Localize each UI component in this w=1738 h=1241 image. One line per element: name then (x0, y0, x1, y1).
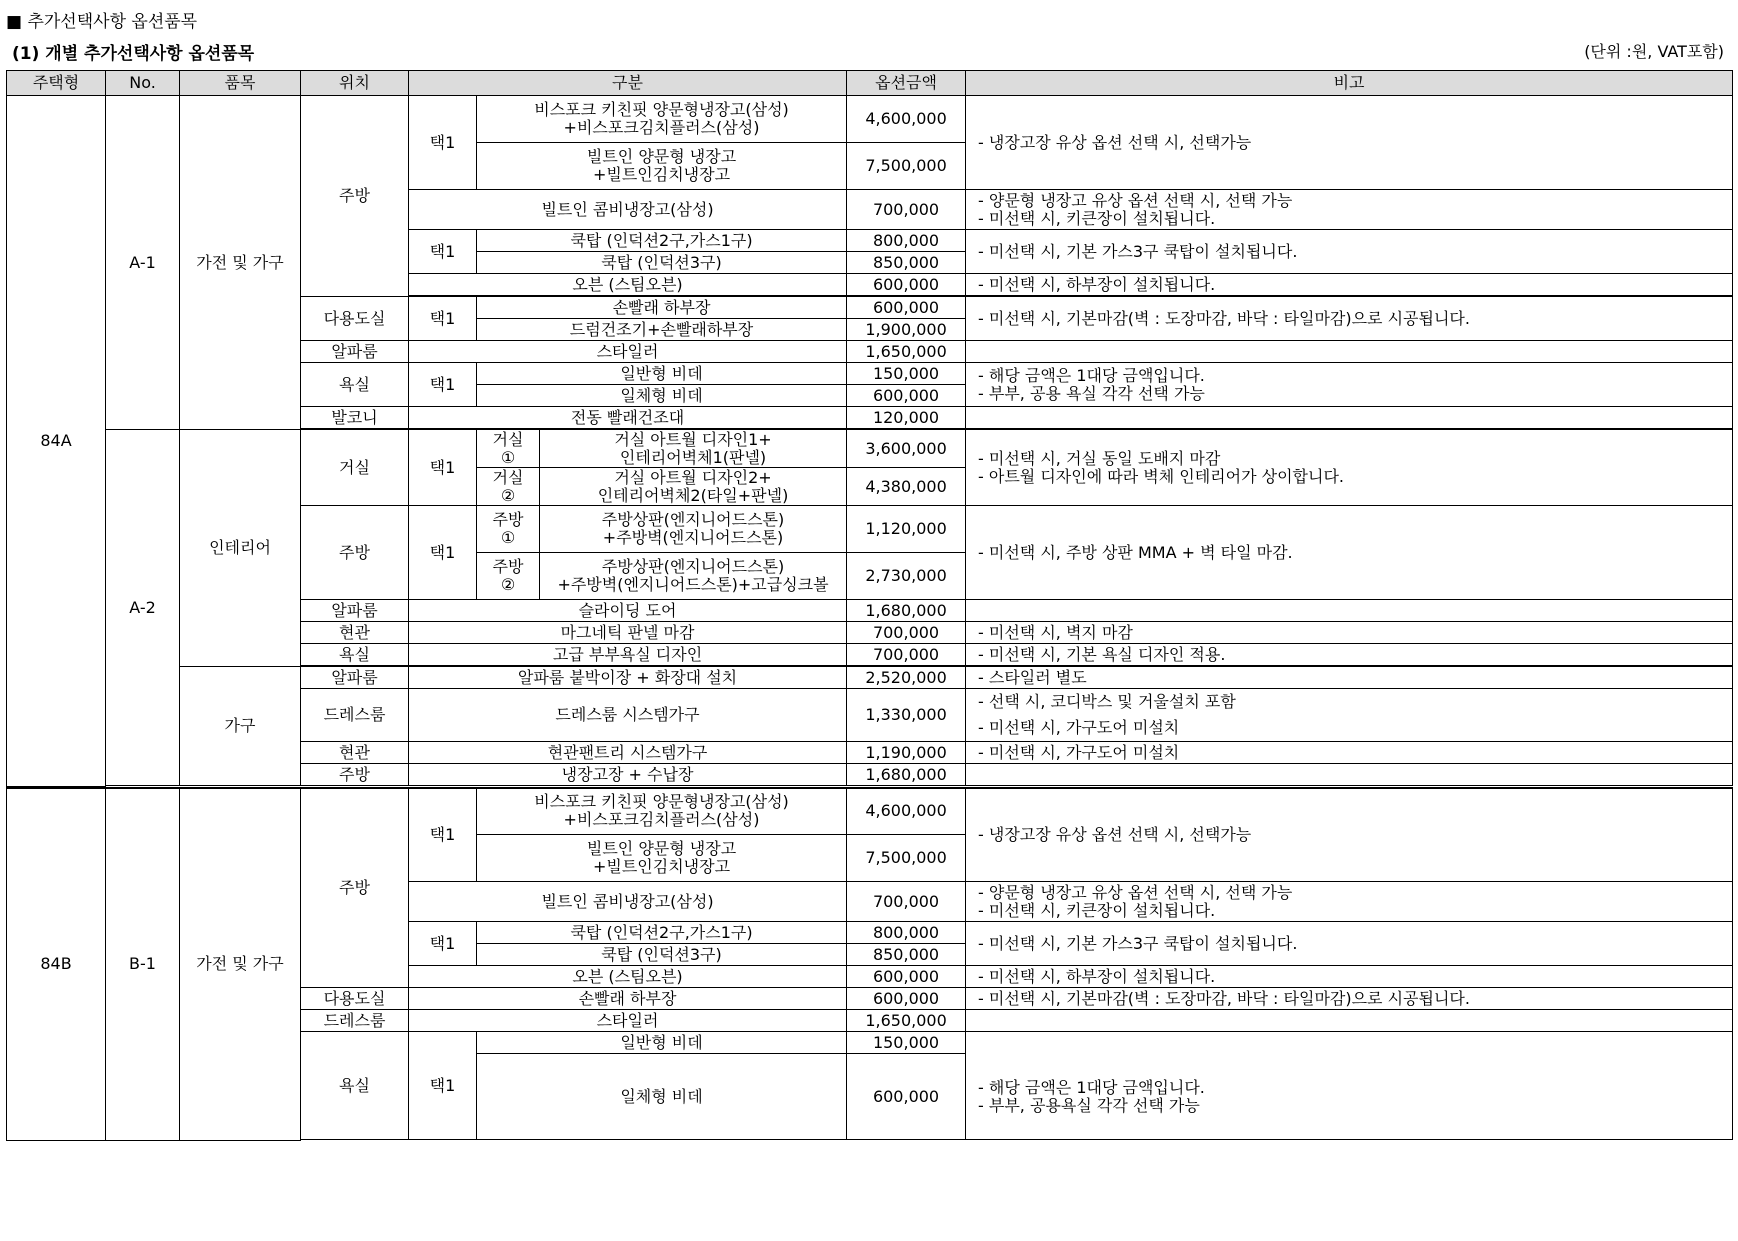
housing-type-cell: 84A (7, 96, 106, 787)
choice-tag: 택1 (409, 506, 477, 600)
section-title: ■ 추가선택사항 옵션품목 (6, 12, 198, 32)
option-no-cell: A-1 (106, 96, 180, 430)
item-cell: 가전 및 가구 (180, 788, 301, 1141)
price-cell: 1,120,000 (847, 506, 966, 553)
choice-tag: 택1 (409, 363, 477, 407)
price-cell: 1,330,000 (847, 689, 966, 742)
price-cell: 700,000 (847, 644, 966, 666)
price-cell: 700,000 (847, 622, 966, 644)
option-table (6, 70, 1733, 1141)
price-cell: 700,000 (847, 882, 966, 922)
price-cell: 120,000 (847, 407, 966, 429)
option-desc: 드럼건조기+손빨래하부장 (477, 319, 847, 341)
price-cell: 4,600,000 (847, 788, 966, 835)
unit-note: (단위 :원, VAT포함) (1584, 42, 1724, 61)
option-desc: 빌트인 양문형 냉장고 +빌트인김치냉장고 (477, 143, 847, 190)
price-cell: 150,000 (847, 363, 966, 385)
location-cell: 알파룸 (301, 667, 409, 689)
option-desc: 비스포크 키친핏 양문형냉장고(삼성) +비스포크김치플러스(삼성) (477, 788, 847, 835)
remark-cell: - 미선택 시, 기본 가스3구 쿡탑이 설치됩니다. (966, 230, 1733, 274)
location-cell: 주방 (301, 764, 409, 786)
price-cell: 600,000 (847, 297, 966, 319)
option-desc: 쿡탑 (인덕션3구) (477, 252, 847, 274)
location-cell: 드레스룸 (301, 1010, 409, 1032)
housing-type-cell: 84B (7, 788, 106, 1141)
col-location: 위치 (301, 71, 409, 96)
location-cell: 현관 (301, 742, 409, 764)
option-desc: 쿡탑 (인덕션2구,가스1구) (477, 230, 847, 252)
option-desc: 일반형 비데 (477, 363, 847, 385)
remark-cell (966, 764, 1733, 786)
option-desc: 빌트인 양문형 냉장고 +빌트인김치냉장고 (477, 835, 847, 882)
price-cell: 600,000 (847, 385, 966, 407)
remark-cell (966, 407, 1733, 429)
option-desc: 일반형 비데 (477, 1032, 847, 1054)
option-desc: 빌트인 콤비냉장고(삼성) (409, 190, 847, 230)
item-cell: 가전 및 가구 (180, 96, 301, 430)
option-desc: 드레스룸 시스템가구 (409, 689, 847, 742)
remark-cell (966, 600, 1733, 622)
remark-cell: - 해당 금액은 1대당 금액입니다. - 부부, 공용 욕실 각각 선택 가능 (966, 363, 1733, 407)
option-desc: 마그네틱 판넬 마감 (409, 622, 847, 644)
price-cell: 600,000 (847, 274, 966, 296)
option-desc: 스타일러 (409, 1010, 847, 1032)
sub-option-tag: 주방 ① (477, 506, 540, 553)
option-desc: 손빨래 하부장 (477, 297, 847, 319)
price-cell: 1,680,000 (847, 600, 966, 622)
location-cell: 다용도실 (301, 297, 409, 341)
remark-cell: - 미선택 시, 벽지 마감 (966, 622, 1733, 644)
option-desc: 거실 아트월 디자인2+ 인테리어벽체2(타일+판넬) (540, 468, 847, 506)
location-cell: 주방 (301, 96, 409, 297)
remark-cell: - 미선택 시, 하부장이 설치됩니다. (966, 966, 1733, 988)
price-cell: 1,650,000 (847, 1010, 966, 1032)
price-cell: 1,190,000 (847, 742, 966, 764)
choice-tag: 택1 (409, 430, 477, 506)
sub-option-tag: 주방 ② (477, 553, 540, 600)
col-category: 구분 (409, 71, 847, 96)
remark-cell: - 미선택 시, 기본 욕실 디자인 적용. (966, 644, 1733, 666)
choice-tag: 택1 (409, 922, 477, 966)
option-desc: 주방상판(엔지니어드스톤) +주방벽(엔지니어드스톤)+고급싱크볼 (540, 553, 847, 600)
location-cell: 알파룸 (301, 600, 409, 622)
remark-cell: - 선택 시, 코디박스 및 거울설치 포함 - 미선택 시, 가구도어 미설치 (966, 689, 1733, 742)
option-desc: 일체형 비데 (477, 385, 847, 407)
location-cell: 욕실 (301, 1032, 409, 1140)
option-desc: 오븐 (스팀오븐) (409, 966, 847, 988)
remark-cell: - 냉장고장 유상 옵션 선택 시, 선택가능 (966, 96, 1733, 190)
location-cell: 욕실 (301, 644, 409, 666)
option-desc: 비스포크 키친핏 양문형냉장고(삼성) +비스포크김치플러스(삼성) (477, 96, 847, 143)
col-item: 품목 (180, 71, 301, 96)
option-desc: 알파룸 붙박이장 + 화장대 설치 (409, 667, 847, 689)
location-cell: 주방 (301, 506, 409, 600)
option-no-cell: A-2 (106, 430, 180, 786)
price-cell: 600,000 (847, 1054, 966, 1140)
location-cell: 거실 (301, 430, 409, 506)
option-desc: 일체형 비데 (477, 1054, 847, 1140)
price-cell: 4,380,000 (847, 468, 966, 506)
option-desc: 현관팬트리 시스템가구 (409, 742, 847, 764)
option-desc: 오븐 (스팀오븐) (409, 274, 847, 296)
remark-cell: - 해당 금액은 1대당 금액입니다. - 부부, 공용욕실 각각 선택 가능 (966, 1032, 1733, 1140)
price-cell: 4,600,000 (847, 96, 966, 143)
location-cell: 다용도실 (301, 988, 409, 1010)
option-desc: 냉장고장 + 수납장 (409, 764, 847, 786)
price-cell: 150,000 (847, 1032, 966, 1054)
remark-cell: - 미선택 시, 기본마감(벽 : 도장마감, 바닥 : 타일마감)으로 시공됩니다. (966, 297, 1733, 341)
remark-cell: - 미선택 시, 가구도어 미설치 (966, 742, 1733, 764)
price-cell: 2,520,000 (847, 667, 966, 689)
sub-option-tag: 거실 ② (477, 468, 540, 506)
col-remarks: 비고 (966, 71, 1733, 96)
remark-cell: - 미선택 시, 주방 상판 MMA + 벽 타일 마감. (966, 506, 1733, 600)
sub-option-tag: 거실 ① (477, 430, 540, 468)
remark-cell: - 미선택 시, 기본 가스3구 쿡탑이 설치됩니다. (966, 922, 1733, 966)
location-cell: 알파룸 (301, 341, 409, 363)
option-desc: 쿡탑 (인덕션3구) (477, 944, 847, 966)
choice-tag: 택1 (409, 230, 477, 274)
price-cell: 1,680,000 (847, 764, 966, 786)
col-price: 옵션금액 (847, 71, 966, 96)
remark-cell (966, 1010, 1733, 1032)
col-no: No. (106, 71, 180, 96)
price-cell: 850,000 (847, 252, 966, 274)
option-desc: 손빨래 하부장 (409, 988, 847, 1010)
location-cell: 욕실 (301, 363, 409, 407)
price-cell: 800,000 (847, 922, 966, 944)
remark-cell: - 스타일러 별도 (966, 667, 1733, 689)
remark-cell: - 미선택 시, 기본마감(벽 : 도장마감, 바닥 : 타일마감)으로 시공됩니다. (966, 988, 1733, 1010)
option-no-cell: B-1 (106, 788, 180, 1141)
price-cell: 600,000 (847, 966, 966, 988)
price-cell: 7,500,000 (847, 143, 966, 190)
option-desc: 슬라이딩 도어 (409, 600, 847, 622)
option-desc: 쿡탑 (인덕션2구,가스1구) (477, 922, 847, 944)
price-cell: 3,600,000 (847, 430, 966, 468)
col-housing-type: 주택형 (7, 71, 106, 96)
remark-cell: - 양문형 냉장고 유상 옵션 선택 시, 선택 가능 - 미선택 시, 키큰장이 설치됩니다. (966, 190, 1733, 230)
location-cell: 드레스룸 (301, 689, 409, 742)
option-desc: 거실 아트월 디자인1+ 인테리어벽체1(판넬) (540, 430, 847, 468)
choice-tag: 택1 (409, 297, 477, 341)
option-desc: 주방상판(엔지니어드스톤) +주방벽(엔지니어드스톤) (540, 506, 847, 553)
item-cell: 가구 (180, 667, 301, 786)
price-cell: 7,500,000 (847, 835, 966, 882)
price-cell: 600,000 (847, 988, 966, 1010)
price-cell: 850,000 (847, 944, 966, 966)
remark-cell: - 양문형 냉장고 유상 옵션 선택 시, 선택 가능 - 미선택 시, 키큰장이 설치됩니다. (966, 882, 1733, 922)
option-desc: 고급 부부욕실 디자인 (409, 644, 847, 666)
choice-tag: 택1 (409, 1032, 477, 1140)
remark-cell: - 미선택 시, 거실 동일 도배지 마감 - 아트월 디자인에 따라 벽체 인테리어가 상이합니다. (966, 430, 1733, 506)
choice-tag: 택1 (409, 96, 477, 190)
location-cell: 주방 (301, 788, 409, 988)
choice-tag: 택1 (409, 788, 477, 882)
option-desc: 빌트인 콤비냉장고(삼성) (409, 882, 847, 922)
remark-cell (966, 341, 1733, 363)
item-cell: 인테리어 (180, 430, 301, 667)
price-cell: 1,650,000 (847, 341, 966, 363)
price-cell: 1,900,000 (847, 319, 966, 341)
sub-title: (1) 개별 추가선택사항 옵션품목 (12, 44, 255, 64)
price-cell: 2,730,000 (847, 553, 966, 600)
price-cell: 800,000 (847, 230, 966, 252)
option-desc: 스타일러 (409, 341, 847, 363)
option-desc: 전동 빨래건조대 (409, 407, 847, 429)
price-cell: 700,000 (847, 190, 966, 230)
location-cell: 현관 (301, 622, 409, 644)
remark-cell: - 미선택 시, 하부장이 설치됩니다. (966, 274, 1733, 296)
location-cell: 발코니 (301, 407, 409, 429)
remark-cell: - 냉장고장 유상 옵션 선택 시, 선택가능 (966, 788, 1733, 882)
header-row (7, 71, 1733, 96)
